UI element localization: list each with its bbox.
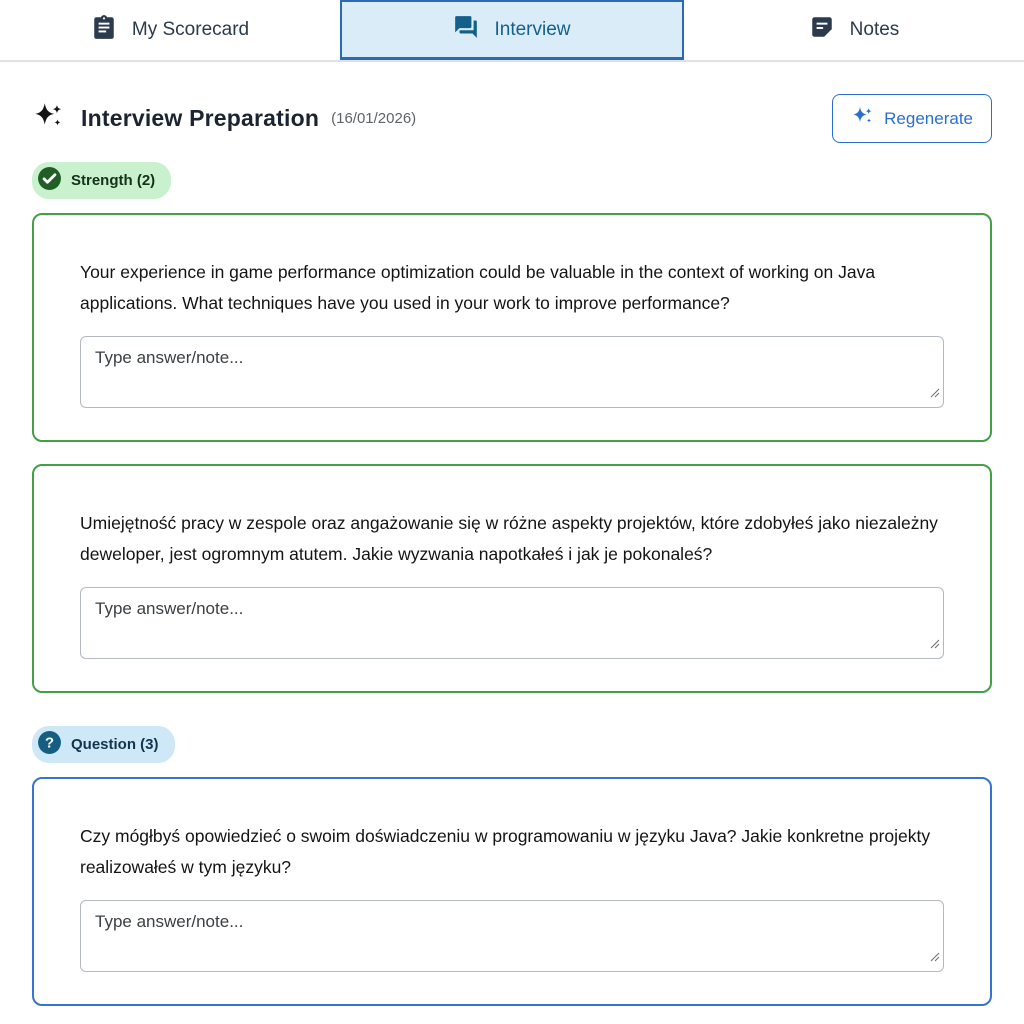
answer-textarea[interactable] (80, 900, 944, 972)
question-text: Czy mógłbyś opowiedzieć o swoim doświadczeniu w programowaniu w języku Java? Jakie konkretne projekty realizowałeś w tym języku? (80, 826, 931, 877)
strength-card-2 (32, 464, 992, 693)
tab-label: My Scorecard (131, 19, 250, 40)
page-header (32, 94, 992, 143)
clipboard-icon (91, 14, 117, 46)
strength-badge-label: Strength (2) (71, 172, 156, 189)
check-circle-icon (37, 166, 62, 195)
strength-badge (32, 162, 171, 199)
sparkles-icon (32, 99, 66, 138)
note-icon (809, 14, 835, 46)
answer-textarea[interactable] (80, 336, 944, 408)
main-content (0, 94, 1024, 1006)
question-text: Umiejętność pracy w zespole oraz angażowanie się w różne aspekty projektów, które zdobyłeś jako niezależny deweloper, jest ogromnym atutem. Jakie wyzwania napotkałeś i jak je pokonaleś? (80, 513, 938, 564)
question-badge-label: Question (3) (71, 736, 159, 753)
regenerate-label: Regenerate (884, 108, 973, 128)
page-title: Interview Preparation (81, 105, 320, 131)
tab-label: Interview (494, 18, 571, 40)
answer-textarea[interactable] (80, 587, 944, 659)
question-card-1 (32, 777, 992, 1006)
tab-interview[interactable] (340, 0, 684, 60)
chat-icon (453, 14, 479, 46)
svg-text:?: ? (44, 734, 55, 752)
tab-bar (0, 0, 1024, 62)
sparkles-icon-blue (851, 104, 875, 133)
page-date: (16/01/2026) (331, 110, 417, 127)
tab-notes[interactable] (684, 0, 1024, 60)
question-mark-icon (37, 730, 62, 759)
regenerate-button[interactable] (832, 94, 992, 143)
question-text: Your experience in game performance optimization could be valuable in the context of working on Java applications. What techniques have you used in your work to improve performance? (80, 262, 876, 313)
strength-card-1 (32, 213, 992, 442)
question-badge (32, 726, 175, 763)
tab-my-scorecard[interactable] (0, 0, 340, 60)
tab-label: Notes (849, 19, 900, 40)
